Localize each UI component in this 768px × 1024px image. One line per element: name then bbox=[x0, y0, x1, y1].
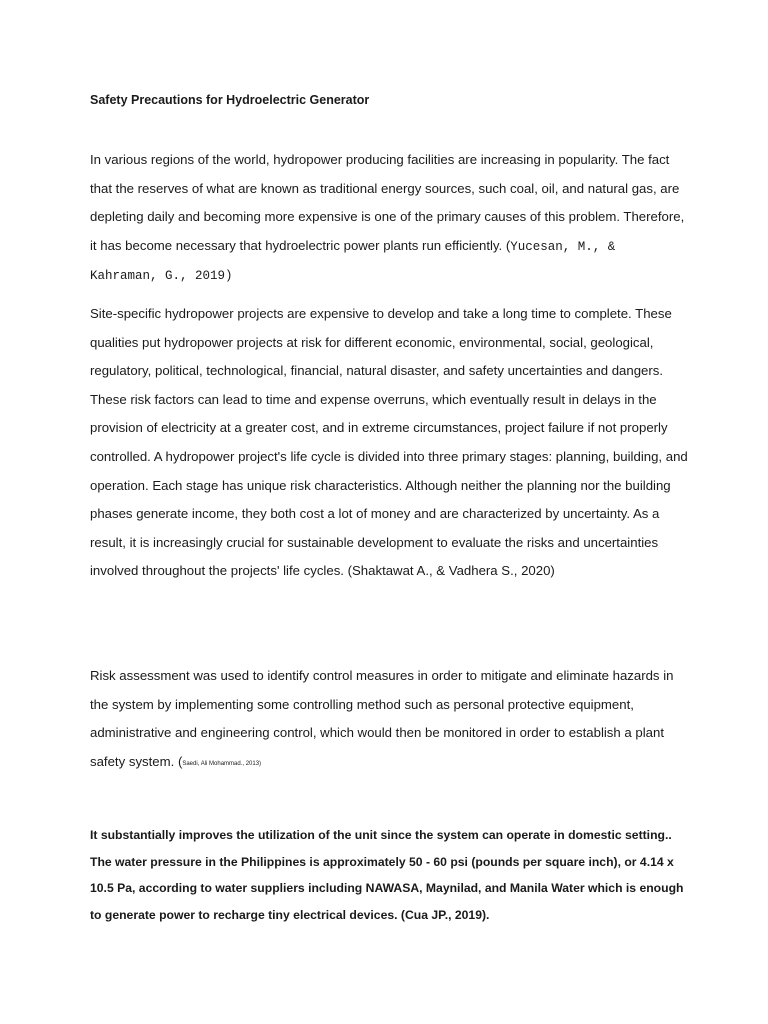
paragraph-text: Risk assessment was used to identify control measures in order to mitigate and eliminate hazards in the system by implementing some controlling method such as personal protective equipment, administrative and engineering control, which would then be monitored in order to establish a plant safety system. ( bbox=[90, 668, 674, 769]
paragraph-water-pressure bbox=[90, 822, 690, 928]
paragraph-text: Site-specific hydropower projects are expensive to develop and take a long time to complete. These qualities put hydropower projects at risk for different economic, environmental, social, geological, regulatory, political, technological, financial, natural disaster, and safety uncertainties and dangers. These risk factors can lead to time and expense overruns, which eventually result in delays in the provision of electricity at a greater cost, and in extreme circumstances, project failure if not properly controlled. A hydropower project's life cycle is divided into three primary stages: planning, building, and operation. Each stage has unique risk characteristics. Although neither the planning nor the building phases generate income, they both cost a lot of money and are characterized by uncertainty. As a result, it is increasingly crucial for sustainable development to evaluate the risks and uncertainties involved throughout the projects' life cycles. (Shaktawat A., & Vadhera S., 2020) bbox=[90, 306, 688, 579]
paragraph-text: It substantially improves the utilization of the unit since the system can operate in domestic setting.. The water pressure in the Philippines is approximately 50 - 60 psi (pounds per square inch), or 4.14 x 10.5 Pa, according to water suppliers including NAWASA, Maynilad, and Manila Water which is enough to generate power to recharge tiny electrical devices. (Cua JP., 2019). bbox=[90, 828, 684, 922]
paragraph-risk-assessment bbox=[90, 662, 690, 778]
document-title: Safety Precautions for Hydroelectric Generator bbox=[90, 93, 370, 107]
paragraph-text: In various regions of the world, hydropower producing facilities are increasing in popularity. The fact that the reserves of what are known as traditional energy sources, such coal, oil, and natural gas, are depleting daily and becoming more expensive is one of the primary causes of this problem. Therefore, it has become necessary that hydroelectric power plants run efficiently. ( bbox=[90, 152, 685, 253]
citation-saedi: Saedi, Ali Mohammad., 2013) bbox=[182, 760, 262, 767]
paragraph-project-risks bbox=[90, 300, 690, 586]
citation-yucesan: Yucesan, M., & Kahraman, G., 2019) bbox=[90, 239, 616, 284]
paragraph-hydropower-popularity bbox=[90, 146, 690, 291]
